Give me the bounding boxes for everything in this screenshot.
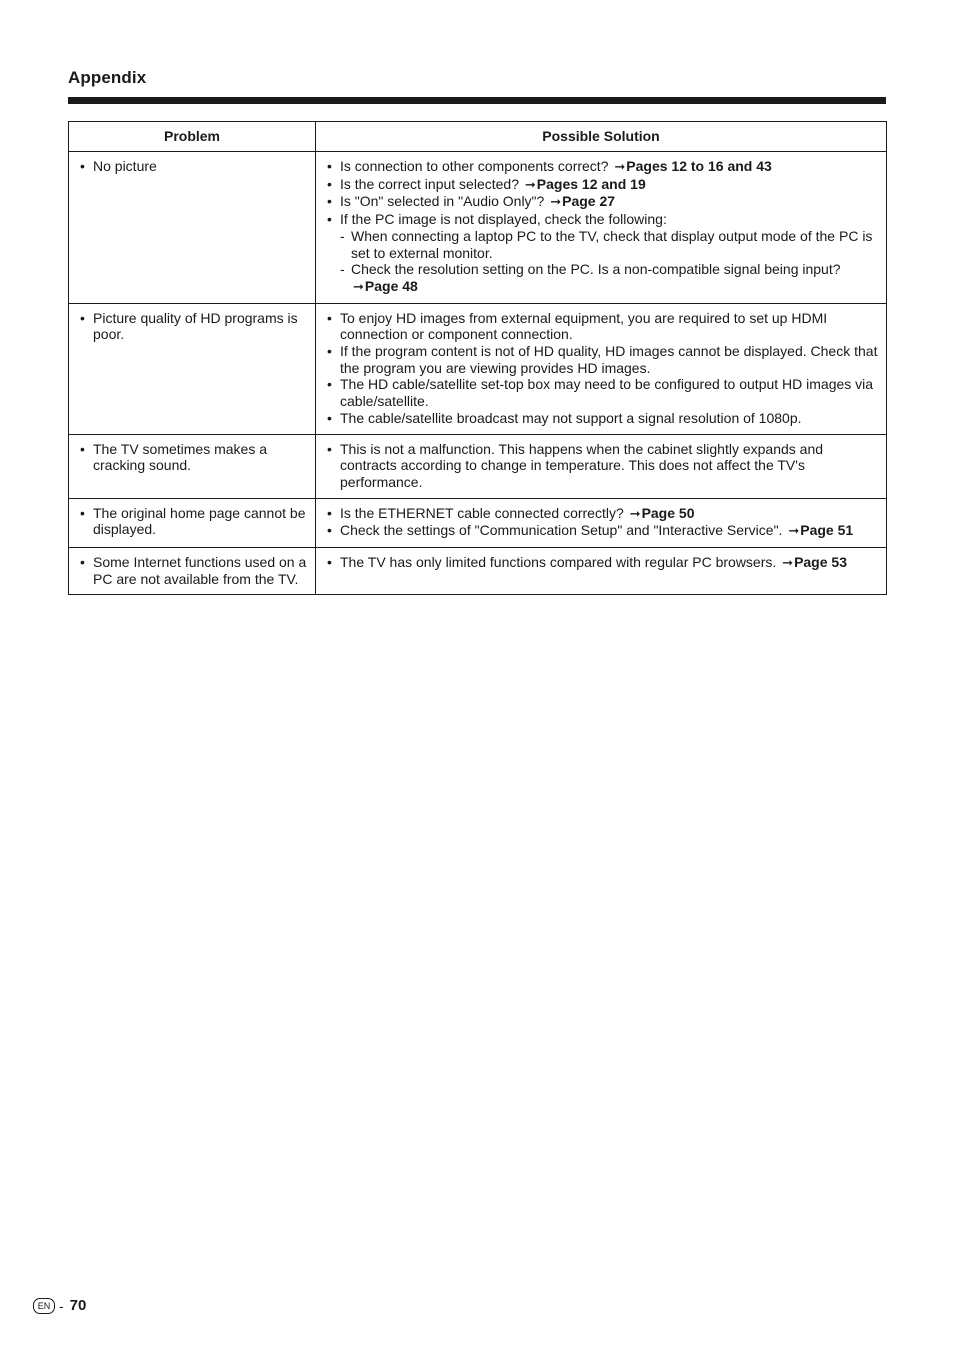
problem-item	[80, 505, 307, 538]
solution-item	[327, 376, 878, 409]
solution-text: If the PC image is not displayed, check the following:	[340, 211, 667, 228]
solution-cell	[316, 434, 887, 498]
solution-item	[327, 211, 878, 296]
sub-solution-item	[340, 228, 878, 261]
page-reference	[548, 193, 615, 209]
problem-item	[80, 441, 307, 474]
page-number: 70	[69, 1297, 87, 1314]
page-reference-text: Pages 12 and 19	[536, 175, 646, 192]
solution-cell	[316, 548, 887, 595]
sub-solution-text: Check the resolution setting on the PC. Is a non-compatible signal being input?	[351, 261, 841, 278]
problem-list	[80, 505, 307, 538]
solution-text: This is not a malfunction. This happens when the cabinet slightly expands and contracts according to change in temperature. This does not affect the TV's performance.	[340, 440, 824, 490]
table-row	[69, 434, 887, 498]
solution-item	[327, 505, 878, 523]
page-reference	[628, 505, 695, 521]
problem-item	[80, 158, 307, 175]
column-header-solution: Possible Solution	[316, 122, 887, 152]
problem-text: Picture quality of HD programs is poor.	[93, 309, 298, 343]
problem-item	[80, 310, 307, 343]
problem-text: Some Internet functions used on a PC are not available from the TV.	[93, 554, 307, 587]
page-reference-text: Pages 12 to 16 and 43	[626, 158, 772, 174]
problem-text: The TV sometimes makes a cracking sound.	[93, 440, 268, 474]
problem-cell	[69, 303, 316, 434]
solution-item	[327, 193, 878, 211]
table-row	[69, 548, 887, 595]
table-body	[69, 152, 887, 595]
troubleshooting-table	[68, 121, 887, 595]
problem-cell	[69, 498, 316, 547]
solution-text: To enjoy HD images from external equipment, you are required to set up HDMI connection or component connection.	[340, 309, 828, 343]
solution-text: Is "On" selected in "Audio Only"?	[340, 193, 545, 210]
column-header-problem: Problem	[69, 122, 316, 152]
page-reference	[786, 522, 853, 538]
solution-text: The HD cable/satellite set-top box may need to be configured to output HD images via cable/satellite.	[340, 376, 874, 410]
solution-list	[327, 554, 878, 572]
solution-item	[327, 554, 878, 572]
language-badge: EN	[33, 1298, 55, 1314]
problem-text: The original home page cannot be displayed.	[93, 504, 306, 538]
right-arrow-icon: ➞	[353, 278, 364, 294]
page-reference-text: Page 27	[562, 193, 616, 210]
solution-text: The TV has only limited functions compared with regular PC browsers.	[340, 554, 777, 571]
solution-text: Is the correct input selected?	[340, 175, 519, 192]
page-reference	[612, 158, 771, 174]
problem-item	[80, 554, 307, 587]
solution-item	[327, 441, 878, 491]
solution-text: Check the settings of "Communication Setup" and "Interactive Service".	[340, 522, 783, 539]
problem-list	[80, 554, 307, 587]
problem-cell	[69, 152, 316, 304]
page-reference	[351, 278, 418, 294]
solution-item	[327, 410, 878, 427]
problem-text: No picture	[93, 158, 157, 174]
page-reference-text: Page 48	[364, 277, 418, 294]
table-row	[69, 498, 887, 547]
page-reference-text: Page 51	[800, 522, 854, 539]
page-reference	[523, 176, 646, 192]
sub-solution-text: When connecting a laptop PC to the TV, check that display output mode of the PC is set to external monitor.	[351, 227, 873, 261]
right-arrow-icon: ➞	[614, 159, 626, 174]
solution-item	[327, 158, 878, 176]
solution-text: Is connection to other components correct?	[340, 158, 609, 174]
footer-separator: -	[59, 1297, 64, 1314]
section-title: Appendix	[68, 68, 147, 87]
solution-list	[327, 158, 878, 296]
problem-cell	[69, 434, 316, 498]
right-arrow-icon: ➞	[524, 176, 536, 192]
table-row	[69, 152, 887, 304]
page-reference	[780, 554, 847, 570]
solution-item	[327, 343, 878, 376]
solution-cell	[316, 152, 887, 304]
problem-list	[80, 441, 307, 474]
sub-solution-item	[340, 261, 878, 295]
problem-list	[80, 158, 307, 175]
solution-text: The cable/satellite broadcast may not support a signal resolution of 1080p.	[340, 409, 802, 426]
solution-list	[327, 310, 878, 427]
solution-cell	[316, 303, 887, 434]
sub-solution-list	[340, 228, 878, 296]
problem-list	[80, 310, 307, 343]
right-arrow-icon: ➞	[629, 505, 641, 521]
right-arrow-icon: ➞	[788, 523, 800, 539]
page-reference-text: Page 50	[641, 504, 695, 521]
page-reference-text: Page 53	[794, 554, 847, 571]
solution-text: If the program content is not of HD quality, HD images cannot be displayed. Check that the program you are viewing provides HD images.	[340, 343, 878, 376]
solution-item	[327, 176, 878, 194]
solution-item	[327, 310, 878, 343]
solution-item	[327, 522, 878, 540]
table-row	[69, 303, 887, 434]
right-arrow-icon: ➞	[782, 555, 794, 571]
solution-text: Is the ETHERNET cable connected correctly?	[340, 504, 624, 521]
solution-list	[327, 505, 878, 540]
right-arrow-icon: ➞	[550, 194, 562, 210]
page-footer	[33, 1297, 86, 1314]
solution-cell	[316, 498, 887, 547]
table-header-row	[69, 122, 887, 152]
solution-list	[327, 441, 878, 491]
problem-cell	[69, 548, 316, 595]
header-rule	[68, 97, 886, 104]
